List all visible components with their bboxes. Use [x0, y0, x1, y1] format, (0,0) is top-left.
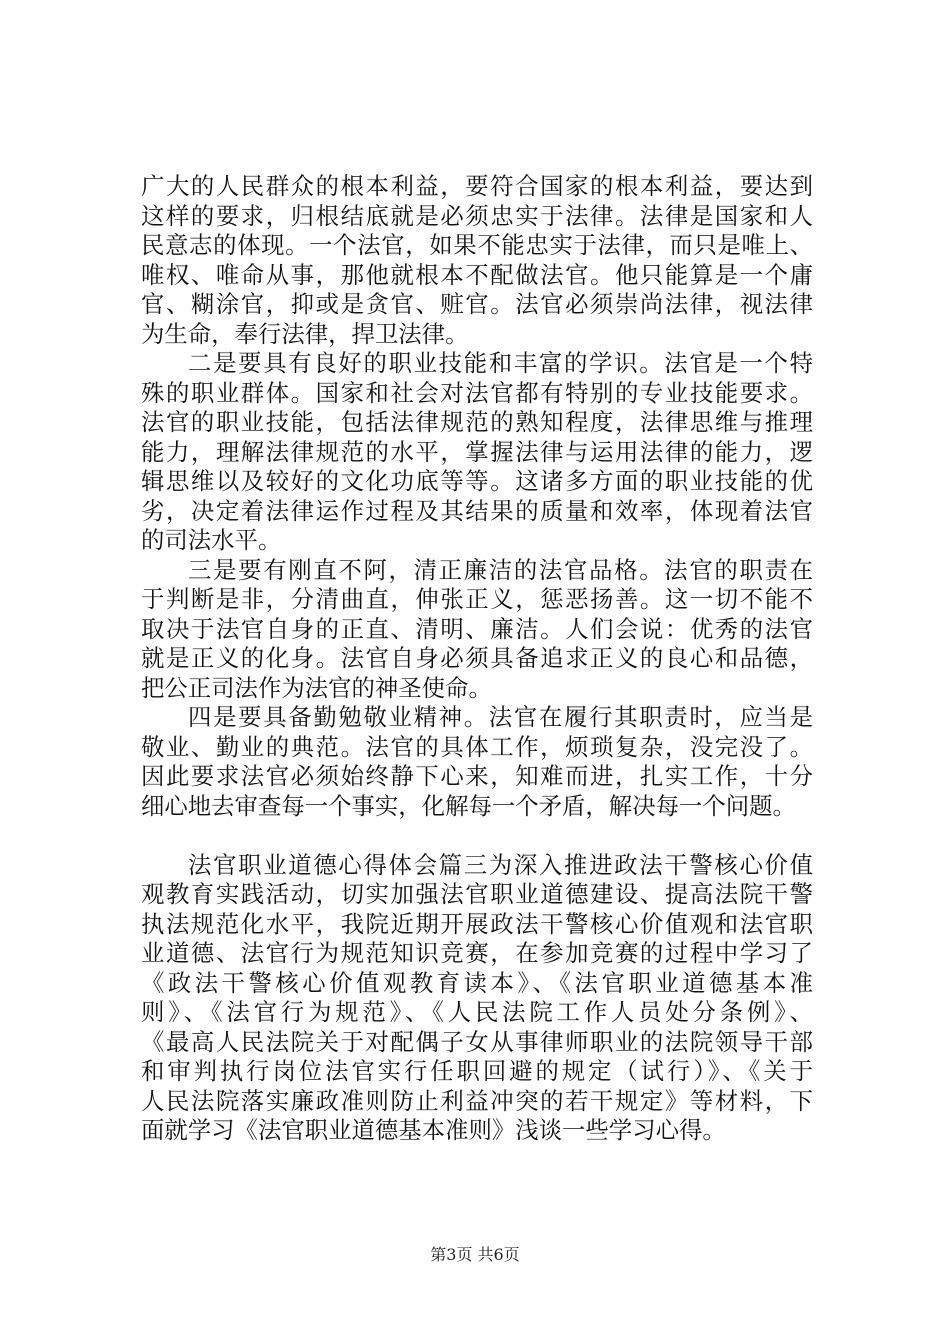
text-line: 的司法水平。	[141, 526, 282, 554]
text-line: 业道德、法官行为规范知识竞赛，在参加竞赛的过程中学习了	[141, 939, 813, 967]
text-line: 劣，决定着法律运作过程及其结果的质量和效率，体现着法官	[141, 496, 813, 525]
paragraph-gap	[141, 821, 813, 851]
text-line: 面就学习《法官职业道德基本准则》浅谈一些学习心得。	[141, 1116, 726, 1144]
text-line: 三是要有刚直不阿，清正廉洁的法官品格。法官的职责在	[188, 555, 813, 584]
paragraph	[141, 349, 813, 556]
text-line: 二是要具有良好的职业技能和丰富的学识。法官是一个特	[188, 349, 813, 377]
text-line: 唯权、唯命从事，那他就根本不配做法官。他只能算是一个庸	[141, 260, 813, 289]
text-line: 四是要具备勤勉敬业精神。法官在履行其职责时，应当是	[188, 703, 813, 731]
text-line: 就是正义的化身。法官自身必须具备追求正义的良心和品德，	[141, 644, 813, 672]
text-line: 则》、《法官行为规范》、《人民法院工作人员处分条例》、	[141, 998, 813, 1026]
paragraph	[141, 172, 813, 349]
text-line: 敬业、勤业的典范。法官的具体工作，烦琐复杂，没完没了。	[141, 732, 813, 761]
text-line: 殊的职业群体。国家和社会对法官都有特别的专业技能要求。	[141, 378, 813, 407]
text-line: 法官职业道德心得体会篇三为深入推进政法干警核心价值	[188, 850, 813, 879]
text-line: 人民法院落实廉政准则防止利益冲突的若干规定》等材料，下	[141, 1086, 813, 1115]
text-line: 《最高人民法院关于对配偶子女从事律师职业的法院领导干部	[141, 1027, 813, 1056]
text-line: 广大的人民群众的根本利益，要符合国家的根本利益，要达到	[141, 172, 813, 200]
text-line: 和审判执行岗位法官实行任职回避的规定（试行）》、《关于	[141, 1057, 813, 1085]
text-line: 把公正司法作为法官的神圣使命。	[141, 673, 492, 702]
text-line: 取决于法官自身的正直、清明、廉洁。人们会说：优秀的法官	[141, 614, 813, 643]
text-line: 细心地去审查每一个事实，化解每一个矛盾，解决每一个问题。	[141, 791, 796, 820]
text-line: 这样的要求，归根结底就是必须忠实于法律。法律是国家和人	[141, 201, 813, 230]
text-line: 于判断是非，分清曲直，伸张正义，惩恶扬善。这一切不能不	[141, 585, 813, 613]
text-line: 观教育实践活动，切实加强法官职业道德建设、提高法院干警	[141, 880, 813, 908]
text-line: 因此要求法官必须始终静下心来，知难而进，扎实工作，十分	[141, 762, 813, 790]
paragraph	[141, 556, 813, 704]
text-line: 民意志的体现。一个法官，如果不能忠实于法律，而只是唯上、	[141, 231, 813, 259]
text-line: 为生命，奉行法律，捍卫法律。	[141, 319, 469, 348]
text-line: 法官的职业技能，包括法律规范的熟知程度，法律思维与推理	[141, 408, 813, 436]
text-line: 官、糊涂官，抑或是贪官、赃官。法官必须崇尚法律，视法律	[141, 290, 813, 318]
text-line: 执法规范化水平，我院近期开展政法干警核心价值观和法官职	[141, 909, 813, 938]
paragraph	[141, 703, 813, 821]
document-body	[141, 172, 813, 1146]
page-number-footer: 第3页 共6页	[430, 1245, 520, 1264]
text-line: 辑思维以及较好的文化功底等等。这诸多方面的职业技能的优	[141, 467, 813, 495]
paragraph	[141, 851, 813, 1146]
text-line: 《政法干警核心价值观教育读本》、《法官职业道德基本准	[141, 968, 813, 997]
text-line: 能力，理解法律规范的水平，掌握法律与运用法律的能力，逻	[141, 437, 813, 466]
